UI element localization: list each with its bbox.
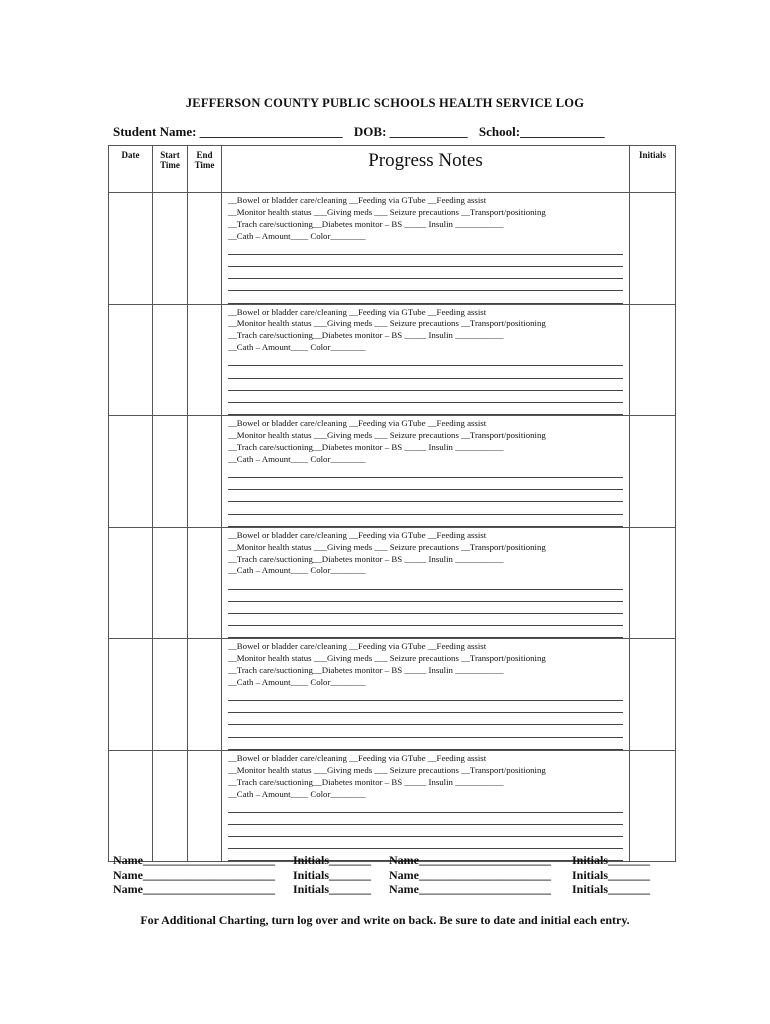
checklist-line: __Trach care/suctioning__Diabetes monitor – BS _____ Insulin ___________: [228, 218, 504, 229]
checklist-line: __Bowel or bladder care/cleaning __Feeding via GTube __Feeding assist: [228, 529, 487, 540]
log-entry-row: [109, 639, 676, 751]
initials-field[interactable]: Initials_______: [293, 867, 372, 882]
checklist-line: __Trach care/suctioning__Diabetes monitor – BS _____ Insulin ___________: [228, 553, 504, 564]
note-writing-line[interactable]: [228, 466, 623, 478]
note-writing-line[interactable]: [228, 243, 623, 255]
log-entry-row: [109, 416, 676, 528]
note-writing-line[interactable]: [228, 354, 623, 366]
checklist-line: __Bowel or bladder care/cleaning __Feeding via GTube __Feeding assist: [228, 195, 487, 205]
note-writing-line[interactable]: [228, 602, 623, 614]
note-writing-line[interactable]: [228, 502, 623, 514]
end-time-cell[interactable]: [188, 527, 222, 639]
initials-cell[interactable]: [630, 193, 676, 305]
note-writing-line[interactable]: [228, 725, 623, 737]
initials-field[interactable]: Initials_______: [572, 882, 651, 896]
progress-notes-cell[interactable]: [222, 193, 630, 305]
checklist-line: __Monitor health status ___Giving meds ___ Seizure precautions __Transport/positioning: [228, 764, 546, 775]
name-field[interactable]: Name______________________: [389, 853, 551, 867]
start-time-cell[interactable]: [153, 416, 188, 528]
note-writing-line[interactable]: [228, 478, 623, 490]
header-date: Date: [109, 146, 153, 193]
checklist-line: __Cath – Amount____ Color________: [228, 788, 366, 799]
name-field[interactable]: Name______________________: [113, 867, 275, 882]
note-writing-line[interactable]: [228, 403, 623, 415]
service-log-table: [108, 145, 676, 862]
checklist-line: __Bowel or bladder care/cleaning __Feeding via GTube __Feeding assist: [228, 641, 487, 652]
initials-cell[interactable]: [630, 639, 676, 751]
name-field[interactable]: Name______________________: [389, 867, 551, 882]
footer-instructions: For Additional Charting, turn log over and write on back. Be sure to date and initial each entry.: [140, 913, 630, 927]
header-end-time: End Time: [188, 146, 222, 193]
page-title: JEFFERSON COUNTY PUBLIC SCHOOLS HEALTH SERVICE LOG: [185, 96, 585, 110]
checklist-line: __Bowel or bladder care/cleaning __Feeding via GTube __Feeding assist: [228, 752, 487, 763]
checklist-line: __Monitor health status ___Giving meds ___ Seizure precautions __Transport/positioning: [228, 206, 546, 217]
student-name-field[interactable]: Student Name: ______________________: [113, 124, 343, 139]
note-writing-line[interactable]: [228, 800, 623, 812]
start-time-cell[interactable]: [153, 639, 188, 751]
note-writing-line[interactable]: [228, 813, 623, 825]
note-writing-line[interactable]: [228, 577, 623, 589]
note-writing-line[interactable]: [228, 379, 623, 391]
start-time-cell[interactable]: [153, 527, 188, 639]
date-cell[interactable]: [109, 639, 153, 751]
name-field[interactable]: Name______________________: [113, 882, 275, 896]
date-cell[interactable]: [109, 527, 153, 639]
end-time-cell[interactable]: [188, 193, 222, 305]
checklist-line: __Monitor health status ___Giving meds ___ Seizure precautions __Transport/positioning: [228, 430, 546, 441]
checklist-line: __Cath – Amount____ Color________: [228, 453, 366, 464]
checklist-line: __Trach care/suctioning__Diabetes monitor – BS _____ Insulin ___________: [228, 665, 504, 676]
log-entry-row: [109, 193, 676, 305]
signature-row: [113, 868, 650, 883]
note-writing-line[interactable]: [228, 391, 623, 403]
school-field[interactable]: School:_____________: [478, 124, 605, 139]
header-initials: Initials: [630, 146, 676, 193]
note-writing-line[interactable]: [228, 267, 623, 279]
date-cell[interactable]: [109, 416, 153, 528]
log-entry-row: [109, 527, 676, 639]
note-writing-line[interactable]: [228, 825, 623, 837]
progress-notes-cell[interactable]: [222, 416, 630, 528]
end-time-cell[interactable]: [188, 416, 222, 528]
date-cell[interactable]: [109, 750, 153, 862]
header-start-time: Start Time: [153, 146, 188, 193]
progress-notes-cell[interactable]: [222, 527, 630, 639]
student-info-line: [113, 124, 613, 140]
note-writing-line[interactable]: [228, 255, 623, 267]
log-entry-row: [109, 304, 676, 416]
note-writing-line[interactable]: [228, 291, 623, 303]
signature-row: [113, 882, 650, 897]
initials-field[interactable]: Initials_______: [293, 853, 372, 867]
progress-notes-cell[interactable]: [222, 639, 630, 751]
note-writing-line[interactable]: [228, 837, 623, 849]
note-writing-line[interactable]: [228, 515, 623, 527]
date-cell[interactable]: [109, 193, 153, 305]
checklist-line: __Cath – Amount____ Color________: [228, 342, 366, 353]
note-writing-line[interactable]: [228, 689, 623, 701]
name-field[interactable]: Name______________________: [389, 882, 551, 896]
initials-cell[interactable]: [630, 527, 676, 639]
end-time-cell[interactable]: [188, 750, 222, 862]
start-time-cell[interactable]: [153, 193, 188, 305]
checklist-line: __Cath – Amount____ Color________: [228, 230, 366, 241]
end-time-cell[interactable]: [188, 639, 222, 751]
checklist-line: __Trach care/suctioning__Diabetes monitor – BS _____ Insulin ___________: [228, 330, 504, 341]
initials-field[interactable]: Initials_______: [572, 853, 651, 867]
progress-notes-cell[interactable]: [222, 304, 630, 416]
checklist-line: __Trach care/suctioning__Diabetes monitor – BS _____ Insulin ___________: [228, 441, 504, 452]
note-writing-line[interactable]: [228, 590, 623, 602]
initials-cell[interactable]: [630, 304, 676, 416]
checklist-line: __Cath – Amount____ Color________: [228, 565, 366, 576]
start-time-cell[interactable]: [153, 750, 188, 862]
name-field[interactable]: Name______________________: [113, 853, 275, 867]
initials-field[interactable]: Initials_______: [572, 867, 651, 882]
progress-notes-cell[interactable]: [222, 750, 630, 862]
note-writing-line[interactable]: [228, 738, 623, 750]
header-progress-notes: Progress Notes: [222, 146, 630, 193]
checklist-line: __Trach care/suctioning__Diabetes monitor – BS _____ Insulin ___________: [228, 776, 504, 787]
note-writing-line[interactable]: [228, 713, 623, 725]
dob-field[interactable]: DOB: ____________: [353, 124, 468, 139]
initials-cell[interactable]: [630, 750, 676, 862]
start-time-cell[interactable]: [153, 304, 188, 416]
log-entry-row: [109, 750, 676, 862]
checklist-line: __Bowel or bladder care/cleaning __Feeding via GTube __Feeding assist: [228, 306, 487, 317]
checklist-line: __Monitor health status ___Giving meds ___ Seizure precautions __Transport/positioning: [228, 318, 546, 329]
note-writing-line[interactable]: [228, 701, 623, 713]
note-writing-line[interactable]: [228, 626, 623, 638]
signature-block: [113, 853, 650, 897]
note-writing-line[interactable]: [228, 614, 623, 626]
initials-cell[interactable]: [630, 416, 676, 528]
end-time-cell[interactable]: [188, 304, 222, 416]
note-writing-line[interactable]: [228, 279, 623, 291]
checklist-line: __Monitor health status ___Giving meds ___ Seizure precautions __Transport/positioning: [228, 653, 546, 664]
signature-row: [113, 853, 650, 868]
checklist-line: __Cath – Amount____ Color________: [228, 676, 366, 687]
note-writing-line[interactable]: [228, 366, 623, 378]
initials-field[interactable]: Initials_______: [293, 882, 372, 896]
note-writing-line[interactable]: [228, 490, 623, 502]
checklist-line: __Bowel or bladder care/cleaning __Feeding via GTube __Feeding assist: [228, 418, 487, 429]
date-cell[interactable]: [109, 304, 153, 416]
checklist-line: __Monitor health status ___Giving meds ___ Seizure precautions __Transport/positioning: [228, 541, 546, 552]
